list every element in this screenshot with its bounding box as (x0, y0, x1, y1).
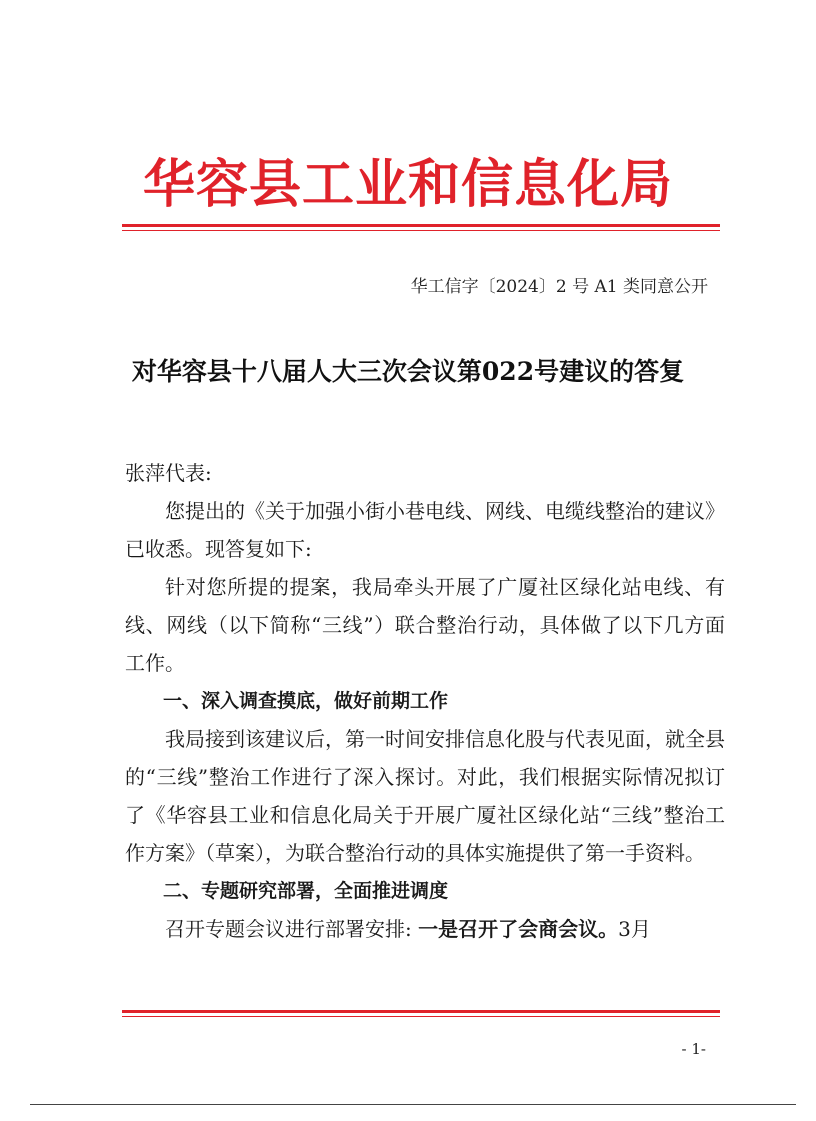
paragraph-emphasis: 一是召开了会商会议。 (418, 917, 619, 941)
section-heading: 一、深入调查摸底，做好前期工作 (163, 690, 449, 712)
paragraph-lead: 召开专题会议进行部署安排: (165, 917, 419, 941)
agency-header: 华容县工业和信息化局 (142, 154, 673, 215)
section-heading: 二、专题研究部署，全面推进调度 (163, 880, 449, 902)
salutation: 张萍代表: (125, 461, 212, 485)
header-rule-thin (122, 230, 720, 231)
paragraph (125, 910, 725, 948)
paragraph-tail: 3月 (618, 917, 651, 941)
document-title: 对华容县十八届人大三次会议第022号建议的答复 (131, 357, 685, 386)
paragraph: 针对您所提的提案，我局牵头开展了广厦社区绿化站电线、有线、网线（以下简称“三线”）联合整治行动，具体做了以下几方面工作。 (125, 575, 725, 675)
page-number: - 1- (681, 1040, 706, 1058)
footer-rule-thin (122, 1016, 720, 1017)
footer-rule-thick (122, 1010, 720, 1013)
header-rule-thick (122, 224, 720, 227)
paragraph: 我局接到该建议后，第一时间安排信息化股与代表见面，就全县的“三线”整治工作进行了深入探讨。对此，我们根据实际情况拟订了《华容县工业和信息化局关于开展广厦社区绿化站“三线”整治工作方案》（草案），为联合整治行动的具体实施提供了第一手资料。 (125, 727, 725, 865)
document-number: 华工信字〔2024〕2 号 A1 类同意公开 (410, 277, 708, 297)
scan-edge-line (30, 1104, 796, 1105)
document-body (125, 454, 725, 948)
paragraph: 您提出的《关于加强小街小巷电线、网线、电缆线整治的建议》已收悉。现答复如下: (125, 499, 725, 561)
